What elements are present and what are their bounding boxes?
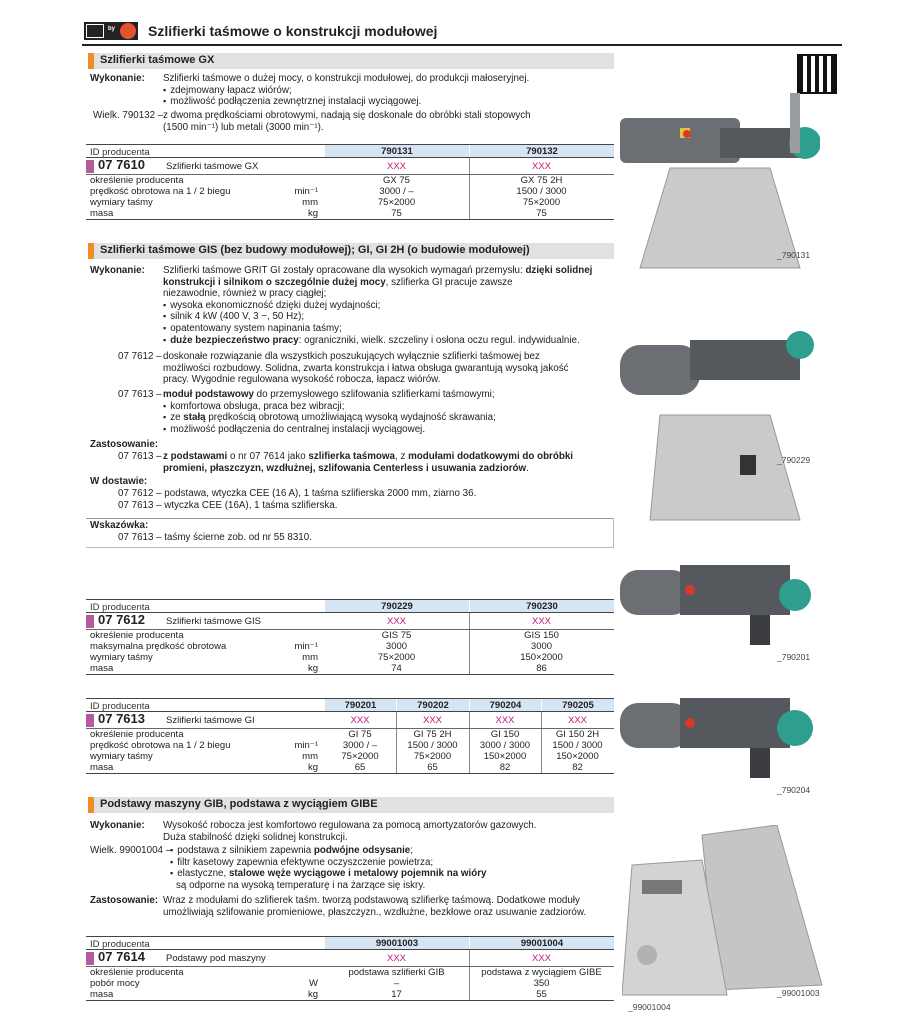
col-divider xyxy=(469,208,470,219)
zast-label-text: Zastosowanie: xyxy=(90,439,159,450)
table-row xyxy=(86,967,614,978)
text: Szlifierki taśmowe GRIT GI zostały opracowane dla wysokich wymagań przemysłu: xyxy=(163,265,526,276)
cell: 86 xyxy=(536,663,547,674)
cell: GX 75 2H xyxy=(520,175,563,186)
cell: podstawa szlifierki GIB xyxy=(348,967,445,978)
text-bold: dzięki solidnej xyxy=(525,265,593,276)
bullet xyxy=(170,868,486,880)
row-label: masa xyxy=(90,208,114,219)
image-caption: _99001003 xyxy=(777,988,820,998)
text: do przemysłowego szlifowania szlifierkami taśmowymi; xyxy=(253,389,495,400)
belt-grinder-790201-image xyxy=(620,555,820,645)
col-divider xyxy=(469,989,470,1000)
cell: 75 xyxy=(391,208,402,219)
id-tag-icon xyxy=(86,160,94,173)
cell: GI 75 xyxy=(348,729,372,740)
product-name: Szlifierki taśmowe GIS xyxy=(166,616,262,627)
price-placeholder: XXX xyxy=(386,161,406,172)
col-99001003: 99001003 xyxy=(324,937,469,949)
col-divider xyxy=(541,729,542,740)
table-header-row xyxy=(86,144,614,158)
col-divider xyxy=(469,158,470,174)
sec1-wielk-line2: (1500 min⁻¹) lub metali (3000 min⁻¹). xyxy=(163,121,324,133)
cell: GI 150 xyxy=(490,729,520,740)
text: są odporne na wysoką temperaturę i na żarzące się iskry. xyxy=(176,879,426,891)
sec3-wielk-label: Wielk. 99001004 – xyxy=(90,845,172,856)
image-caption: _790131 xyxy=(777,250,811,260)
table-id-row xyxy=(86,950,614,967)
image-caption: _790204 xyxy=(777,785,811,795)
wd-label-text: W dostawie: xyxy=(90,476,148,487)
id-producenta-label: ID producenta xyxy=(90,701,150,712)
col-divider xyxy=(469,641,470,652)
text: 07 7613 – wtyczka CEE (16A), 1 taśma szlifierska. xyxy=(118,499,338,511)
table-row xyxy=(86,630,614,641)
sec3-label-text: Wykonanie: xyxy=(90,820,145,831)
table-body xyxy=(86,630,614,675)
text: Wysokość robocza jest komfortowo regulowana za pomocą amortyzatorów gazowych. xyxy=(163,820,537,831)
cell: 3000 / – xyxy=(342,740,378,751)
product-id: 07 7610 xyxy=(98,157,145,172)
cell: 75×2000 xyxy=(341,751,379,762)
table-row xyxy=(86,175,614,186)
text-bold: konstrukcji i silnikom o szczególnie dużej mocy xyxy=(163,276,386,288)
col-divider xyxy=(396,740,397,751)
text: Wraz z modułami do szlifierek taśm. tworzą podstawową szlifierkę taśmową. Dodatkowe moduły xyxy=(163,895,580,906)
row-label: maksymalna prędkość obrotowa xyxy=(90,641,227,652)
row-unit: kg xyxy=(307,989,318,1000)
col-divider xyxy=(469,740,470,751)
table-body xyxy=(86,175,614,220)
cell: 82 xyxy=(499,762,511,773)
logo-by-text: by xyxy=(108,26,116,32)
cell: 75 xyxy=(536,208,547,219)
row-unit: mm xyxy=(302,652,318,663)
machine-stands-image xyxy=(622,825,837,1000)
price-placeholder: XXX xyxy=(422,715,442,726)
cell: 3000 xyxy=(385,641,408,652)
price-placeholder: XXX xyxy=(567,715,587,726)
row-unit: W xyxy=(309,978,318,989)
col-divider xyxy=(469,197,470,208)
item-7612-text xyxy=(163,351,569,386)
line xyxy=(163,389,496,401)
fein-logo-icon xyxy=(120,23,136,39)
section-gib-bar xyxy=(88,797,614,813)
row-label: prędkość obrotowa na 1 / 2 biegu xyxy=(90,740,231,751)
row-unit: kg xyxy=(307,663,318,674)
wd-label xyxy=(90,476,147,488)
col-divider xyxy=(469,729,470,740)
bullet: ▪ filtr kasetowy zapewnia efektywne oczyszczenie powietrza; xyxy=(170,857,486,869)
cell: 1500 / 3000 xyxy=(516,186,567,197)
table-row xyxy=(86,740,614,751)
wsk-label xyxy=(90,520,148,532)
table-row xyxy=(86,641,614,652)
id-tag-icon xyxy=(86,615,94,628)
col-divider xyxy=(541,740,542,751)
product-id: 07 7612 xyxy=(98,612,145,627)
col-divider xyxy=(396,729,397,740)
text: pracy. Wygodnie regulowana wysokość robocza, łapacz wiórów. xyxy=(163,374,441,386)
cell: 150×2000 xyxy=(556,751,599,762)
col-divider xyxy=(469,663,470,674)
price-placeholder: XXX xyxy=(495,715,515,726)
sec1-bullet2: ▪ możliwość podłączenia zewnętrznej instalacji wyciągowej. xyxy=(163,96,529,108)
grit-fein-logo xyxy=(84,22,138,40)
sec2-p3: niezawodnie, również w pracy ciągłej; xyxy=(163,288,327,300)
id-producenta-label: ID producenta xyxy=(90,147,150,158)
col-99001004: 99001004 xyxy=(469,937,614,949)
col-divider xyxy=(469,712,470,728)
cell: 65 xyxy=(427,762,438,773)
cell: 75×2000 xyxy=(377,197,416,208)
cell: 3000 / 3000 xyxy=(479,740,531,751)
col-divider xyxy=(541,762,542,773)
grit-logo-icon xyxy=(86,24,104,38)
row-unit: mm xyxy=(302,197,318,208)
col-divider xyxy=(469,967,470,978)
image-caption: _99001004 xyxy=(628,1002,671,1012)
col-divider xyxy=(469,613,470,629)
sec1-bullet1: ▪ zdejmowany łapacz wiórów; xyxy=(163,85,529,97)
table-gis xyxy=(86,599,614,675)
row-label: wymiary taśmy xyxy=(90,197,153,208)
zast-id: 07 7613 – xyxy=(118,451,162,462)
text: umożliwiają szlifowanie promieniowe, płaszczyzn., wzdłużne, bezkłowe oraz usuwanie zadziorów. xyxy=(163,906,587,918)
cell: 350 xyxy=(533,978,550,989)
sec2-label-text: Wykonanie: xyxy=(90,265,145,276)
text: : ograniczniki, wielk. szczeliny i osłona oczu regul. indywidualnie. xyxy=(298,334,580,346)
belt-grinder-790131-image xyxy=(620,88,820,273)
cell: 150×2000 xyxy=(483,751,527,762)
row-unit: min⁻¹ xyxy=(294,186,318,197)
belt-grinder-790229-image xyxy=(620,315,820,525)
text-bold: z podstawami xyxy=(163,451,228,462)
text: doskonałe rozwiązanie dla wszystkich poszukujących wyłącznie szlifierki taśmowej bez xyxy=(163,351,540,362)
id-producenta-label: ID producenta xyxy=(90,602,150,613)
table-row xyxy=(86,197,614,208)
text: 07 7612 – podstawa, wtyczka CEE (16 A), 1 taśma szlifierska 2000 mm, ziarno 36. xyxy=(118,488,477,499)
sec2-p1 xyxy=(163,265,592,277)
table-gi xyxy=(86,698,614,774)
product-name: Podstawy pod maszyny xyxy=(166,953,266,964)
sec1-wielk-text xyxy=(163,110,531,133)
row-label: określenie producenta xyxy=(90,967,184,978)
col-divider xyxy=(469,630,470,641)
product-name: Szlifierki taśmowe GX xyxy=(166,161,259,172)
text: elastyczne, xyxy=(177,868,229,880)
wsk-label-text: Wskazówka: xyxy=(90,520,149,531)
text: o nr 07 7614 jako xyxy=(227,451,309,462)
cell: 75×2000 xyxy=(413,751,452,762)
table-row xyxy=(86,208,614,219)
col-divider xyxy=(396,751,397,762)
text-bold: szlifierka taśmowa xyxy=(308,451,395,462)
table-gx xyxy=(86,144,614,220)
text: prędkością obrotową umożliwiającą wysoką wydajność skrawania; xyxy=(205,412,496,424)
col-790204: 790204 xyxy=(469,699,541,711)
sec1-label xyxy=(90,73,145,85)
col-divider xyxy=(469,652,470,663)
col-790205: 790205 xyxy=(541,699,614,711)
row-label: wymiary taśmy xyxy=(90,652,153,663)
cell: 1500 / 3000 xyxy=(552,740,603,751)
belt-grinder-790204-image xyxy=(620,688,820,778)
col-divider xyxy=(469,978,470,989)
row-unit: min⁻¹ xyxy=(294,641,318,652)
sec3-bullets xyxy=(170,845,486,891)
col-divider xyxy=(469,175,470,186)
sec3-zast-label xyxy=(90,895,158,907)
cell: 150×2000 xyxy=(520,652,563,663)
sec3-label xyxy=(90,820,145,832)
row-label: masa xyxy=(90,989,114,1000)
bullet: ▪ możliwość podłączenia do centralnej instalacji wyciągowej. xyxy=(163,424,496,436)
section-gib-title: Podstawy maszyny GIB, podstawa z wyciągiem GIBE xyxy=(100,798,378,810)
cell: GIS 150 xyxy=(524,630,559,641)
header-rule xyxy=(82,44,842,46)
wd-text xyxy=(118,488,476,511)
id-tag-icon xyxy=(86,952,94,965)
text: ze xyxy=(170,412,184,424)
table-header-row xyxy=(86,936,614,950)
table-row xyxy=(86,729,614,740)
item-7612-label: 07 7612 – xyxy=(118,351,162,362)
row-unit: min⁻¹ xyxy=(294,740,318,751)
cell: 1500 / 3000 xyxy=(407,740,458,751)
table-row xyxy=(86,751,614,762)
section-gx-title: Szlifierki taśmowe GX xyxy=(100,54,215,66)
text: Duża stabilność dzięki solidnej konstrukcji. xyxy=(163,831,348,843)
sec2-p2 xyxy=(163,277,592,289)
sec1-text xyxy=(163,73,529,108)
price-placeholder: XXX xyxy=(531,953,551,964)
sec2-label xyxy=(90,265,145,277)
price-placeholder: XXX xyxy=(531,161,551,172)
cell: 82 xyxy=(572,762,583,773)
text-bold: podwójne odsysanie xyxy=(313,845,411,856)
table-row xyxy=(86,978,614,989)
text: możliwości rozbudowy. Solidna, zwarta konstrukcja i łatwa obsługa gwarantują wysoką jakość xyxy=(163,362,569,374)
col-divider xyxy=(469,762,470,773)
table-id-row xyxy=(86,613,614,630)
sec1-label-text: Wykonanie: xyxy=(90,73,145,84)
table-row xyxy=(86,663,614,674)
text-bold: stałą xyxy=(183,412,206,424)
row-label: masa xyxy=(90,663,114,674)
row-label: masa xyxy=(90,762,114,773)
text-bold: moduł podstawowy xyxy=(163,389,254,400)
table-body xyxy=(86,729,614,774)
row-label: określenie producenta xyxy=(90,729,184,740)
row-label: wymiary taśmy xyxy=(90,751,153,762)
col-divider xyxy=(541,712,542,728)
sec2-bullet2: ▪ silnik 4 kW (400 V, 3 ~, 50 Hz); xyxy=(163,311,592,323)
id-producenta-label: ID producenta xyxy=(90,939,150,950)
col-divider xyxy=(396,762,397,773)
col-790201: 790201 xyxy=(324,699,396,711)
row-label: pobór mocy xyxy=(90,978,140,989)
cell: GI 75 2H xyxy=(413,729,452,740)
bullet xyxy=(170,845,486,857)
row-unit: kg xyxy=(307,762,318,773)
table-id-row xyxy=(86,158,614,175)
col-divider xyxy=(396,712,397,728)
text: , szlifierka GI pracuje zawsze xyxy=(385,276,513,288)
sec1-wielk-line1: z dwoma prędkościami obrotowymi, nadają się doskonale do obróbki stali stopowych xyxy=(163,110,531,121)
section-gx-bar xyxy=(88,53,614,69)
cell: 74 xyxy=(391,663,402,674)
col-divider xyxy=(469,950,470,966)
sec2-text xyxy=(163,265,592,346)
id-tag-icon xyxy=(86,714,94,727)
item-7613-label: 07 7613 – xyxy=(118,389,162,400)
cell: – xyxy=(393,978,400,989)
row-label: określenie producenta xyxy=(90,630,184,641)
col-790202: 790202 xyxy=(396,699,469,711)
cell: GX 75 xyxy=(383,175,410,186)
table-body xyxy=(86,967,614,1001)
bullet xyxy=(163,412,496,424)
page-title: Szlifierki taśmowe o konstrukcji modułowej xyxy=(148,23,438,39)
product-id: 07 7613 xyxy=(98,711,145,726)
row-unit: mm xyxy=(302,751,318,762)
col-790132: 790132 xyxy=(469,145,614,157)
text-bold: promieni, płaszczyzn, wzdłużnej, szlifowania Centerless i usuwania zadziorów xyxy=(163,462,527,474)
text: , z xyxy=(395,451,409,462)
section-gis-bar xyxy=(88,243,614,259)
cell: 65 xyxy=(354,762,366,773)
image-caption: _790201 xyxy=(777,652,811,662)
cell: podstawa z wyciągiem GIBE xyxy=(481,967,602,978)
sec2-bullet3: ▪ opatentowany system napinania taśmy; xyxy=(163,323,592,335)
zast-text xyxy=(163,451,573,474)
col-divider xyxy=(469,751,470,762)
text-bold: stalowe węże wyciągowe i metalowy pojemnik na wióry xyxy=(228,868,487,880)
sec3-text xyxy=(163,820,536,843)
line xyxy=(163,451,573,463)
zast-label xyxy=(90,439,158,451)
price-placeholder: XXX xyxy=(531,616,551,627)
section-gis-title: Szlifierki taśmowe GIS (bez budowy modułowej); GI, GI 2H (o budowie modułowej) xyxy=(100,244,530,256)
cell: GI 150 2H xyxy=(555,729,600,740)
table-row xyxy=(86,186,614,197)
product-id: 07 7614 xyxy=(98,949,145,964)
col-790230: 790230 xyxy=(469,600,614,612)
sec3-zast-text xyxy=(163,895,586,918)
sec1-line1: Szlifierki taśmowe o dużej mocy, o konstrukcji modułowej, do produkcji małoseryjnej. xyxy=(163,73,530,84)
sec2-bullet1: ▪ wysoka ekonomiczność dzięki dużej wydajności; xyxy=(163,300,592,312)
table-header-row xyxy=(86,599,614,613)
cell: 17 xyxy=(391,989,402,1000)
item-7613-text xyxy=(163,389,496,435)
table-header-row xyxy=(86,698,614,712)
text: ; xyxy=(410,845,413,856)
price-placeholder: XXX xyxy=(350,715,370,726)
bullet: ▪ komfortowa obsługa, praca bez wibracji; xyxy=(163,401,496,413)
text-bold: modułami dodatkowymi do obróbki xyxy=(408,451,573,462)
zast-label-text: Zastosowanie: xyxy=(90,895,159,906)
page-header xyxy=(82,18,842,44)
col-divider xyxy=(469,186,470,197)
row-label: określenie producenta xyxy=(90,175,184,186)
table-row xyxy=(86,762,614,773)
price-placeholder: XXX xyxy=(386,616,406,627)
col-divider xyxy=(541,751,542,762)
col-790229: 790229 xyxy=(324,600,469,612)
text-bold: duże bezpieczeństwo pracy xyxy=(170,334,299,346)
text: . xyxy=(526,462,529,474)
line xyxy=(163,463,573,475)
cell: 75×2000 xyxy=(377,652,416,663)
table-gib xyxy=(86,936,614,1001)
image-caption: _790229 xyxy=(777,455,811,465)
product-name: Szlifierki taśmowe GI xyxy=(166,715,255,726)
sec2-bullet4 xyxy=(163,335,592,347)
price-placeholder: XXX xyxy=(386,953,406,964)
row-label: prędkość obrotowa na 1 / 2 biegu xyxy=(90,186,231,197)
table-row xyxy=(86,989,614,1000)
cell: 75×2000 xyxy=(522,197,561,208)
table-row xyxy=(86,652,614,663)
cell: 3000 / – xyxy=(379,186,414,197)
col-790131: 790131 xyxy=(324,145,469,157)
wsk-text: 07 7613 – taśmy ścierne zob. od nr 55 8310. xyxy=(118,532,312,543)
sec1-wielk-label: Wielk. 790132 – xyxy=(93,110,164,121)
text: podstawa z silnikiem zapewnia xyxy=(177,845,314,856)
row-unit: kg xyxy=(307,208,318,219)
table-id-row xyxy=(86,712,614,729)
cell: GIS 75 xyxy=(381,630,412,641)
cell: 55 xyxy=(536,989,547,1000)
cell: 3000 xyxy=(530,641,553,652)
